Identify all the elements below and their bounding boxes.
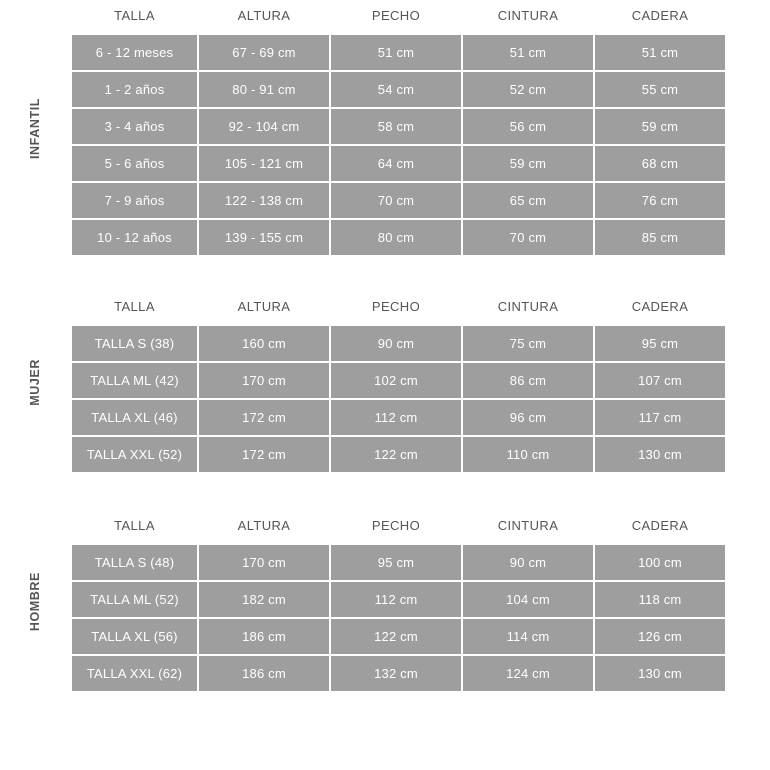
table-header-row	[72, 2, 725, 33]
category-label-infantil-wrap	[0, 0, 70, 257]
cell-altura: 182 cm	[199, 582, 329, 617]
cell-cadera: 118 cm	[595, 582, 725, 617]
cell-pecho: 90 cm	[331, 326, 461, 361]
cell-size: 5 - 6 años	[72, 146, 197, 181]
cell-cintura: 56 cm	[463, 109, 593, 144]
cell-altura: 170 cm	[199, 545, 329, 580]
column-header-altura: ALTURA	[199, 293, 329, 324]
table-row	[72, 109, 725, 144]
cell-size: 1 - 2 años	[72, 72, 197, 107]
cell-cintura: 90 cm	[463, 545, 593, 580]
section-spacer	[0, 474, 770, 510]
cell-cintura: 52 cm	[463, 72, 593, 107]
cell-cadera: 59 cm	[595, 109, 725, 144]
cell-altura: 186 cm	[199, 656, 329, 691]
cell-cintura: 51 cm	[463, 35, 593, 70]
column-header-pecho: PECHO	[331, 2, 461, 33]
table-row	[72, 437, 725, 472]
cell-cintura: 86 cm	[463, 363, 593, 398]
cell-size: 7 - 9 años	[72, 183, 197, 218]
cell-size: TALLA ML (42)	[72, 363, 197, 398]
cell-altura: 67 - 69 cm	[199, 35, 329, 70]
table-row	[72, 400, 725, 435]
cell-cadera: 130 cm	[595, 656, 725, 691]
cell-size: 6 - 12 meses	[72, 35, 197, 70]
column-header-cintura: CINTURA	[463, 512, 593, 543]
cell-size: TALLA XXL (52)	[72, 437, 197, 472]
cell-cadera: 76 cm	[595, 183, 725, 218]
cell-pecho: 102 cm	[331, 363, 461, 398]
cell-cadera: 126 cm	[595, 619, 725, 654]
table-row	[72, 619, 725, 654]
table-mujer	[70, 291, 727, 474]
cell-cadera: 100 cm	[595, 545, 725, 580]
cell-pecho: 58 cm	[331, 109, 461, 144]
column-header-altura: ALTURA	[199, 2, 329, 33]
table-row	[72, 146, 725, 181]
table-infantil	[70, 0, 727, 257]
cell-pecho: 112 cm	[331, 400, 461, 435]
category-label-hombre: HOMBRE	[28, 571, 42, 632]
table-row	[72, 656, 725, 691]
table-row	[72, 326, 725, 361]
cell-cintura: 110 cm	[463, 437, 593, 472]
table-header-row	[72, 293, 725, 324]
cell-pecho: 122 cm	[331, 437, 461, 472]
cell-cintura: 70 cm	[463, 220, 593, 255]
cell-size: TALLA XL (46)	[72, 400, 197, 435]
cell-altura: 80 - 91 cm	[199, 72, 329, 107]
cell-cadera: 85 cm	[595, 220, 725, 255]
cell-size: TALLA ML (52)	[72, 582, 197, 617]
cell-altura: 92 - 104 cm	[199, 109, 329, 144]
cell-altura: 186 cm	[199, 619, 329, 654]
cell-cadera: 68 cm	[595, 146, 725, 181]
column-header-cintura: CINTURA	[463, 293, 593, 324]
cell-cadera: 130 cm	[595, 437, 725, 472]
cell-altura: 122 - 138 cm	[199, 183, 329, 218]
table-row	[72, 183, 725, 218]
cell-size: TALLA XL (56)	[72, 619, 197, 654]
table-hombre	[70, 510, 727, 693]
cell-size: 3 - 4 años	[72, 109, 197, 144]
cell-pecho: 70 cm	[331, 183, 461, 218]
cell-cintura: 75 cm	[463, 326, 593, 361]
column-header-pecho: PECHO	[331, 512, 461, 543]
category-label-mujer-wrap	[0, 291, 70, 474]
size-table-mujer	[0, 291, 770, 474]
cell-pecho: 54 cm	[331, 72, 461, 107]
table-row	[72, 582, 725, 617]
category-label-hombre-wrap	[0, 510, 70, 693]
cell-pecho: 112 cm	[331, 582, 461, 617]
cell-pecho: 64 cm	[331, 146, 461, 181]
column-header-cadera: CADERA	[595, 512, 725, 543]
column-header-talla: TALLA	[72, 2, 197, 33]
cell-altura: 139 - 155 cm	[199, 220, 329, 255]
column-header-talla: TALLA	[72, 293, 197, 324]
cell-pecho: 51 cm	[331, 35, 461, 70]
section-spacer	[0, 257, 770, 291]
cell-cintura: 59 cm	[463, 146, 593, 181]
table-row	[72, 72, 725, 107]
table-row	[72, 35, 725, 70]
cell-pecho: 122 cm	[331, 619, 461, 654]
cell-pecho: 95 cm	[331, 545, 461, 580]
table-header-row	[72, 512, 725, 543]
cell-cadera: 55 cm	[595, 72, 725, 107]
column-header-talla: TALLA	[72, 512, 197, 543]
size-table-infantil	[0, 0, 770, 257]
cell-cadera: 95 cm	[595, 326, 725, 361]
table-row	[72, 545, 725, 580]
column-header-pecho: PECHO	[331, 293, 461, 324]
column-header-cadera: CADERA	[595, 2, 725, 33]
cell-size: TALLA S (38)	[72, 326, 197, 361]
table-row	[72, 363, 725, 398]
column-header-altura: ALTURA	[199, 512, 329, 543]
cell-cintura: 65 cm	[463, 183, 593, 218]
cell-cintura: 124 cm	[463, 656, 593, 691]
cell-size: TALLA XXL (62)	[72, 656, 197, 691]
cell-cadera: 51 cm	[595, 35, 725, 70]
cell-cadera: 117 cm	[595, 400, 725, 435]
category-label-mujer: MUJER	[28, 359, 42, 406]
cell-cintura: 114 cm	[463, 619, 593, 654]
cell-altura: 105 - 121 cm	[199, 146, 329, 181]
cell-size: 10 - 12 años	[72, 220, 197, 255]
cell-size: TALLA S (48)	[72, 545, 197, 580]
cell-altura: 172 cm	[199, 437, 329, 472]
cell-cintura: 96 cm	[463, 400, 593, 435]
cell-pecho: 80 cm	[331, 220, 461, 255]
table-row	[72, 220, 725, 255]
cell-altura: 172 cm	[199, 400, 329, 435]
cell-altura: 170 cm	[199, 363, 329, 398]
column-header-cadera: CADERA	[595, 293, 725, 324]
cell-cintura: 104 cm	[463, 582, 593, 617]
column-header-cintura: CINTURA	[463, 2, 593, 33]
cell-pecho: 132 cm	[331, 656, 461, 691]
category-label-infantil: INFANTIL	[28, 97, 42, 160]
cell-cadera: 107 cm	[595, 363, 725, 398]
size-table-hombre	[0, 510, 770, 693]
cell-altura: 160 cm	[199, 326, 329, 361]
